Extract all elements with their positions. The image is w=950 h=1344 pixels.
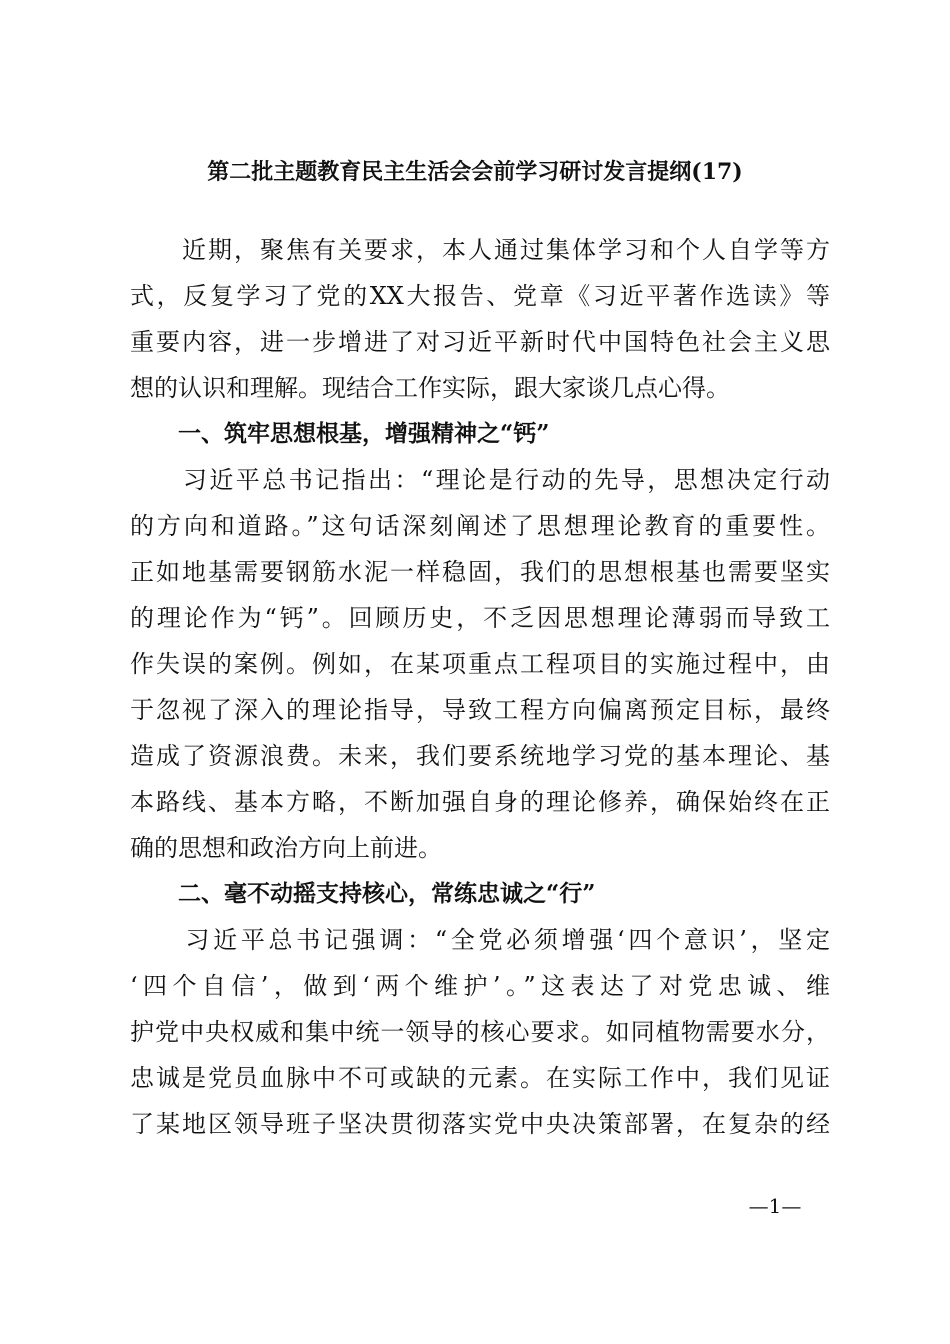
- intro-line: 近期，聚焦有关要求，本人通过集体学习和个人自学等方: [130, 236, 830, 264]
- section-2-line: 了某地区领导班子坚决贯彻落实党中央决策部署，在复杂的经: [130, 1110, 830, 1138]
- section-2-line: ‘四个自信’，做到‘两个维护’。”这表达了对党忠诚、维: [130, 972, 830, 1000]
- intro-line: 重要内容，进一步增进了对习近平新时代中国特色社会主义思: [130, 328, 830, 356]
- section-2-line: 习近平总书记强调：“全党必须增强‘四个意识’，坚定: [130, 926, 830, 954]
- document-title: 第二批主题教育民主生活会会前学习研讨发言提纲(17): [207, 159, 743, 185]
- section-1-line: 习近平总书记指出：“理论是行动的先导，思想决定行动: [130, 466, 830, 494]
- section-2-line: 忠诚是党员血脉中不可或缺的元素。在实际工作中，我们见证: [130, 1064, 830, 1092]
- section-1-line: 本路线、基本方略，不断加强自身的理论修养，确保始终在正: [130, 788, 830, 816]
- section-2-heading: 二、毫不动摇支持核心，常练忠诚之“行”: [178, 880, 596, 907]
- section-1-line: 正如地基需要钢筋水泥一样稳固，我们的思想根基也需要坚实: [130, 558, 830, 586]
- section-1-heading: 一、筑牢思想根基，增强精神之“钙”: [178, 420, 550, 447]
- section-1-line: 的方向和道路。”这句话深刻阐述了思想理论教育的重要性。: [130, 512, 830, 540]
- section-1-line: 造成了资源浪费。未来，我们要系统地学习党的基本理论、基: [130, 742, 830, 770]
- section-1-line: 的理论作为“钙”。回顾历史，不乏因思想理论薄弱而导致工: [130, 604, 830, 632]
- section-2-line: 护党中央权威和集中统一领导的核心要求。如同植物需要水分，: [130, 1018, 830, 1046]
- intro-line: 想的认识和理解。现结合工作实际，跟大家谈几点心得。: [130, 374, 730, 402]
- page-number: —1—: [748, 1194, 802, 1218]
- section-1-line: 于忽视了深入的理论指导，导致工程方向偏离预定目标，最终: [130, 696, 830, 724]
- section-1-line: 作失误的案例。例如，在某项重点工程项目的实施过程中，由: [130, 650, 830, 678]
- intro-line: 式，反复学习了党的XX大报告、党章《习近平著作选读》等: [130, 282, 830, 310]
- section-1-line: 确的思想和政治方向上前进。: [130, 834, 442, 862]
